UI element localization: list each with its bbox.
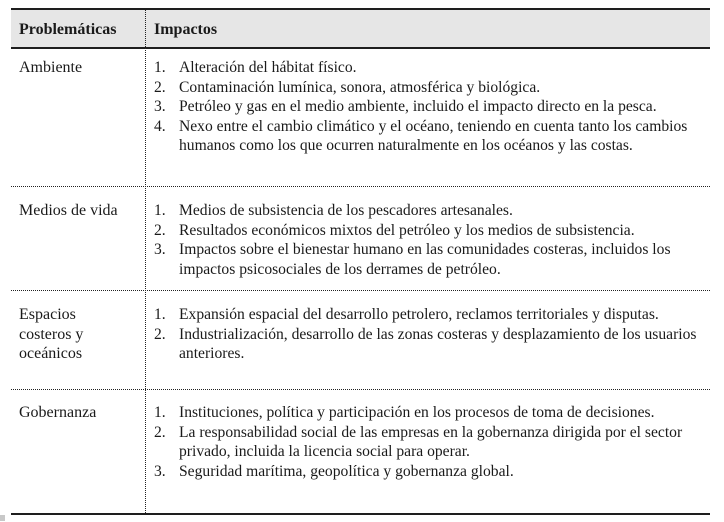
row-separator [11, 389, 710, 390]
header-rule [11, 47, 710, 49]
list-item: 3. Impactos sobre el bienestar humano en las comunidades costeras, incluidos los impactos psicosociales de los derrames de petróleo. [154, 241, 671, 278]
list-item: 1. Medios de subsistencia de los pescadores artesanales. [154, 202, 513, 219]
list-item: 3. Seguridad marítima, geopolítica y gobernanza global. [154, 462, 514, 480]
impactos-list [154, 201, 704, 279]
impactos-list [154, 58, 704, 156]
list-item: 1. Expansión espacial del desarrollo petrolero, reclamos territoriales y disputas. [154, 306, 659, 323]
impactos-list [154, 305, 704, 364]
list-item: 2. La responsabilidad social de las empresas en la gobernanza dirigida por el sector privado, incluida la licencia social para operar. [154, 423, 683, 460]
list-item: 4. Nexo entre el cambio climático y el océano, teniendo en cuenta tanto los cambios humanos como los que ocurren naturalmente en los océanos y las costas. [154, 117, 688, 154]
problematica-cell: Ambiente [19, 59, 83, 76]
header-impactos: Impactos [154, 21, 218, 38]
list-item: 1. Alteración del hábitat físico. [154, 59, 357, 76]
problematica-cell: Espacios costeros y oceánicos [19, 306, 84, 362]
row-separator [11, 290, 710, 291]
table-header [11, 10, 710, 47]
list-item: 2. Contaminación lumínica, sonora, atmosférica y biológica. [154, 78, 541, 96]
table-bottom-rule [11, 513, 710, 515]
row-separator [11, 186, 710, 187]
scan-artifact [0, 515, 5, 521]
list-item: 3. Petróleo y gas en el medio ambiente, incluido el impacto directo en la pesca. [154, 98, 657, 115]
list-item: 2. Industrialización, desarrollo de las zonas costeras y desplazamiento de los usuarios anteriores. [154, 325, 697, 362]
problematica-cell: Gobernanza [19, 404, 97, 421]
list-item: 1. Instituciones, política y participación en los procesos de toma de decisiones. [154, 404, 655, 421]
column-divider [145, 10, 146, 513]
problematica-cell: Medios de vida [19, 202, 118, 219]
impactos-list [154, 403, 704, 481]
list-item: 2. Resultados económicos mixtos del petróleo y los medios de subsistencia. [154, 221, 635, 239]
header-problematicas: Problemáticas [19, 21, 117, 38]
